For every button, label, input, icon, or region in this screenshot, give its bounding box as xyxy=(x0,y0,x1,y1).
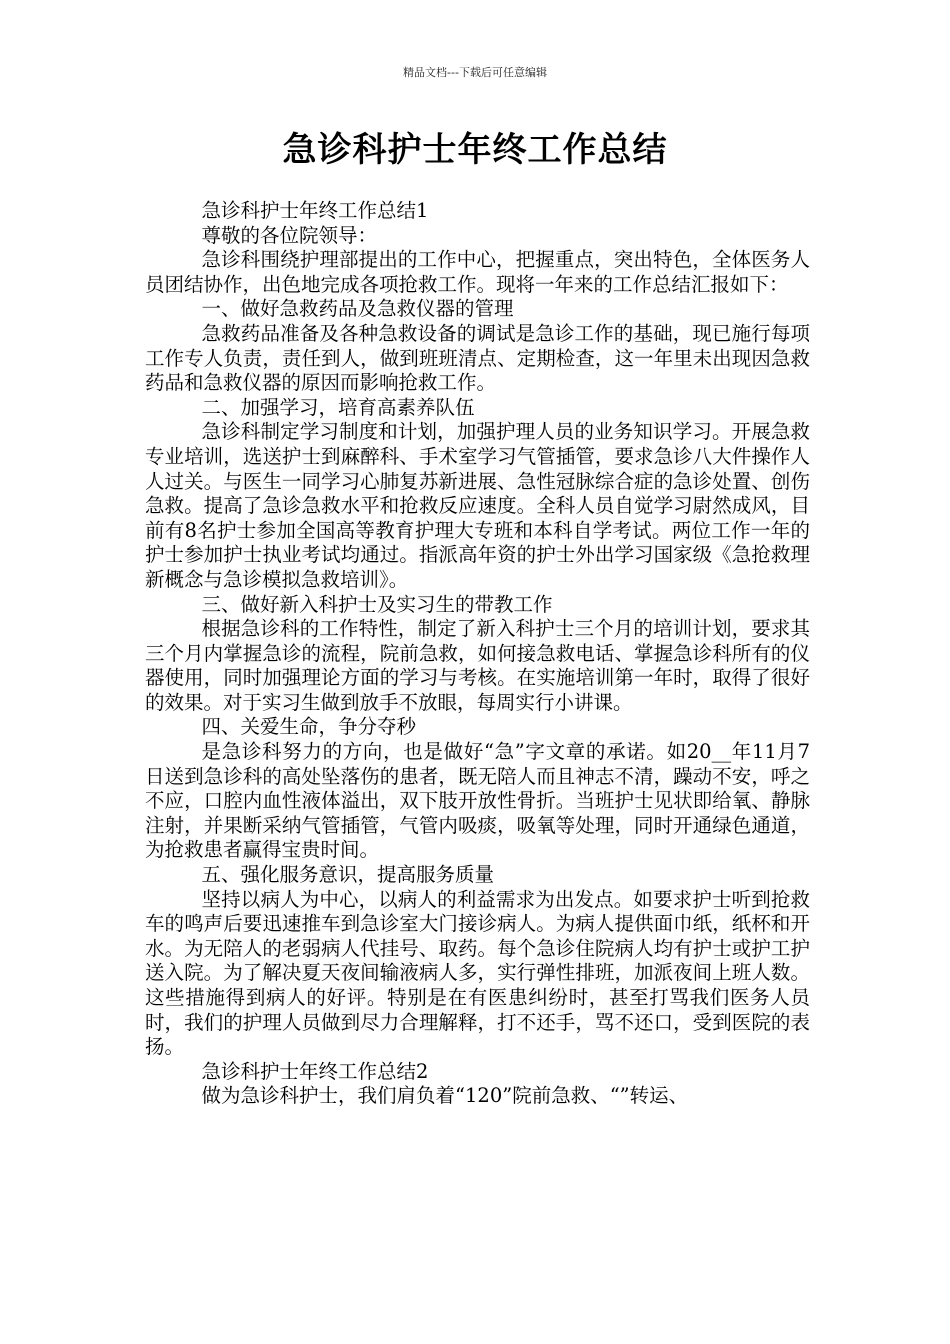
section-heading-1: 一、做好急救药品及急救仪器的管理 xyxy=(201,297,514,321)
document-body xyxy=(145,199,810,1109)
section-paragraph-3: 根据急诊科的工作特性，制定了新入科护士三个月的培训计划，要求其三个月内掌握急诊的流程，院前急救，如何接急救电话、掌握急诊科所有的仪器使用，同时加强理论方面的学习与考核。在实施培训第一年时，取得了很好的效果。对于实习生做到放手不放眼，每周实行小讲课。 xyxy=(145,617,810,714)
subtitle-summary-1: 急诊科护士年终工作总结1 xyxy=(201,199,429,222)
section-paragraph-2: 急诊科制定学习制度和计划，加强护理人员的业务知识学习。开展急救专业培训，选送护士到麻醉科、手术室学习气管插管，要求急诊八大件操作人人过关。与医生一同学习心肺复苏新进展、急性冠脉综合症的急诊处置、创伤急救。提高了急诊急救水平和抢救反应速度。全科人员自觉学习尉然成风，目前有8名护士参加全国高等教育护理大专班和本科自学考试。两位工作一年的护士参加护士执业考试均通过。指派高年资的护士外出学习国家级《急抢救理新概念与急诊模拟急救培训》。 xyxy=(145,420,810,591)
section-heading-5: 五、强化服务意识，提高服务质量 xyxy=(201,863,495,887)
section-paragraph-4: 是急诊科努力的方向，也是做好“急”字文章的承诺。如20__年11月7日送到急诊科的高处坠落伤的患者，既无陪人而且神志不清，躁动不安，呼之不应，口腔内血性液体溢出，双下肢开放性骨折。当班护士见状即给氧、静脉注射，并果断采纳气管插管，气管内吸痰，吸氧等处理，同时开通绿色通道，为抢救患者赢得宝贵时间。 xyxy=(145,740,810,862)
section-paragraph-5: 坚持以病人为中心，以病人的利益需求为出发点。如要求护士听到抢救车的鸣声后要迅速推车到急诊室大门接诊病人。为病人提供面巾纸，纸杯和开水。为无陪人的老弱病人代挂号、取药。每个急诊住院病人均有护士或护工护送入院。为了解决夏天夜间输液病人多，实行弹性排班，加派夜间上班人数。这些措施得到病人的好评。特别是在有医患纠纷时，甚至打骂我们医务人员时，我们的护理人员做到尽力合理解释，打不还手，骂不还口，受到医院的表扬。 xyxy=(145,887,810,1059)
section-heading-4: 四、关爱生命，争分夺秒 xyxy=(201,715,417,739)
page-header-note: 精品文档---下载后可任意编辑 xyxy=(403,66,547,79)
section-heading-3: 三、做好新入科护士及实习生的带教工作 xyxy=(201,592,553,616)
intro-paragraph: 急诊科围绕护理部提出的工作中心，把握重点，突出特色，全体医务人员团结协作，出色地完成各项抢救工作。现将一年来的工作总结汇报如下： xyxy=(145,248,810,296)
subtitle-summary-2: 急诊科护士年终工作总结2 xyxy=(201,1059,429,1083)
summary-2-paragraph: 做为急诊科护士，我们肩负着“120”院前急救、“”转运、 xyxy=(201,1084,689,1108)
document-title: 急诊科护士年终工作总结 xyxy=(282,130,668,170)
section-paragraph-1: 急救药品准备及各种急救设备的调试是急诊工作的基础，现已施行每项工作专人负责，责任到人，做到班班清点、定期检查，这一年里未出现因急救药品和急救仪器的原因而影响抢救工作。 xyxy=(145,321,810,395)
section-heading-2: 二、加强学习，培育高素养队伍 xyxy=(201,395,475,419)
salutation: 尊敬的各位院领导： xyxy=(201,223,378,247)
